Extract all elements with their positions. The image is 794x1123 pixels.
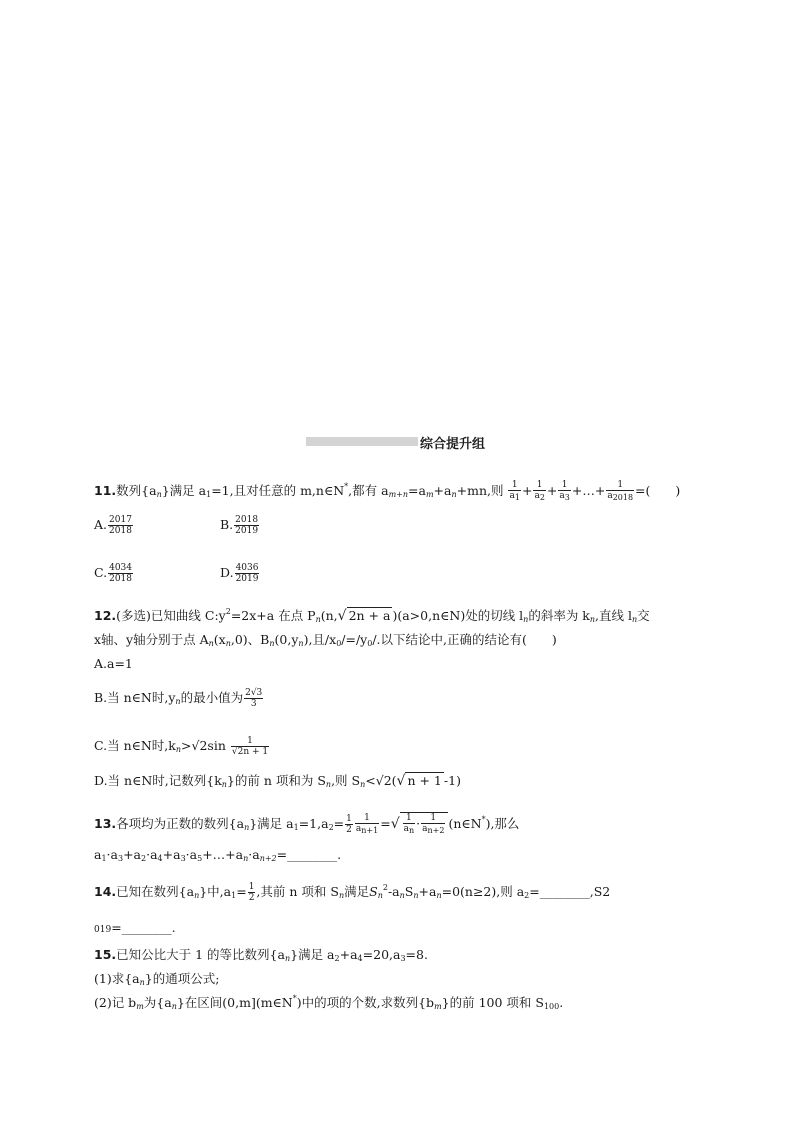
question-13-line1: 13.各项均为正数的数列$\{a_n\}$满足 $a_1=1,a_2=$ $\frac{1}{2}$ $\frac{1}{a_{n+1}}$ =√ $\frac{1}{a_n}$ · $\frac{1}{a_{n+2}}$ (n∈N*),那么: [94, 813, 520, 835]
question-12-option-b: B.当 n∈N时$,y_n$的最小值为 $\frac{2√3}{3}$: [94, 688, 263, 709]
fraction: $\frac{1}{a_1}$: [509, 480, 520, 502]
section-bar: [306, 437, 418, 446]
fraction: $\frac{1}{a_2}$: [534, 480, 545, 502]
question-15-part-2: (2)记 $b_m$为$\{a_n\}$在区间(0,m](m∈N*)中的项的个数,求数列$\{b_m\}$的前 100 项和 $S_{100}$.: [94, 994, 564, 1011]
question-14-line1: 14.已知在数列$\{a_n\}$中$,a_1=$ $\frac{1}{2}$ ,其前 n 项和 $S_n$满足$S_n^2-a_nS_n+a_n=0(n\ge 2)$,则 $a_2=\_\_\_\_\_\_\_\_,S2$: [94, 882, 611, 903]
question-12-line1: 12.(多选)已知曲线 $C:y^2=2x+a$ 在点 $P_n(n,√$ 2n + a )(a>0,n∈N)处的切线 $l_n$的斜率为 $k_n$,直线 $l_n$交: [94, 607, 650, 624]
question-13-line2: $a_1\cdot a_3+a_2\cdot a_4+a_3\cdot a_5+\dots+a_n\cdot a_{n+2}=\_\_\_\_\_\_\_\_$.: [94, 847, 342, 863]
section-title: 综合提升组: [420, 437, 486, 452]
option-c: C. $\frac{4034}{2018}$: [94, 563, 132, 584]
question-number: 11.: [94, 483, 117, 498]
option-d: D. $\frac{4036}{2019}$: [220, 563, 259, 584]
option-a: A. $\frac{2017}{2018}$: [94, 515, 132, 536]
question-12-option-c: C.当 n∈N时$,k_n>√2\sin$ $\frac{1}{√2n + 1}$: [94, 736, 269, 757]
fraction: $\frac{1}{a_3}$: [559, 480, 570, 502]
question-15-stem: 15.已知公比大于 1 的等比数列$\{a_n\}$满足 $a_2+a_4=20,a_3=8$.: [94, 947, 428, 963]
question-12-option-d: D.当 n∈N时,记数列$\{k_n\}$的前 n 项和为 $S_n$,则 $S_n<√2(√$ n + 1 -1): [94, 773, 461, 789]
question-12-line2: x轴、y轴分别于点 $A_n(x_n,0)$、$B_n(0,y_n)$,且$/x_0/=/y_0/$.以下结论中,正确的结论有( ): [94, 632, 557, 648]
question-11-stem: 11.数列$\{a_n\}$满足 $a_1=1$,且对任意的 m,n∈N*,都有 $a_{m+n}=a_m+a_n+mn$,则 $\frac{1}{a_1}$ + $\frac{1}{a_2}$ + $\frac{1}{a_3}$ +…+ $\frac{1}{a_{2018}}$ =( ): [94, 480, 681, 502]
question-12-option-a: A.a=1: [94, 656, 133, 671]
question-14-line2: 019=________.: [94, 920, 176, 935]
question-15-part-1: (1)求$\{a_n\}$的通项公式;: [94, 971, 220, 987]
fraction: $\frac{1}{a_{2018}}$: [607, 480, 634, 502]
option-b: B. $\frac{2018}{2019}$: [220, 515, 259, 536]
